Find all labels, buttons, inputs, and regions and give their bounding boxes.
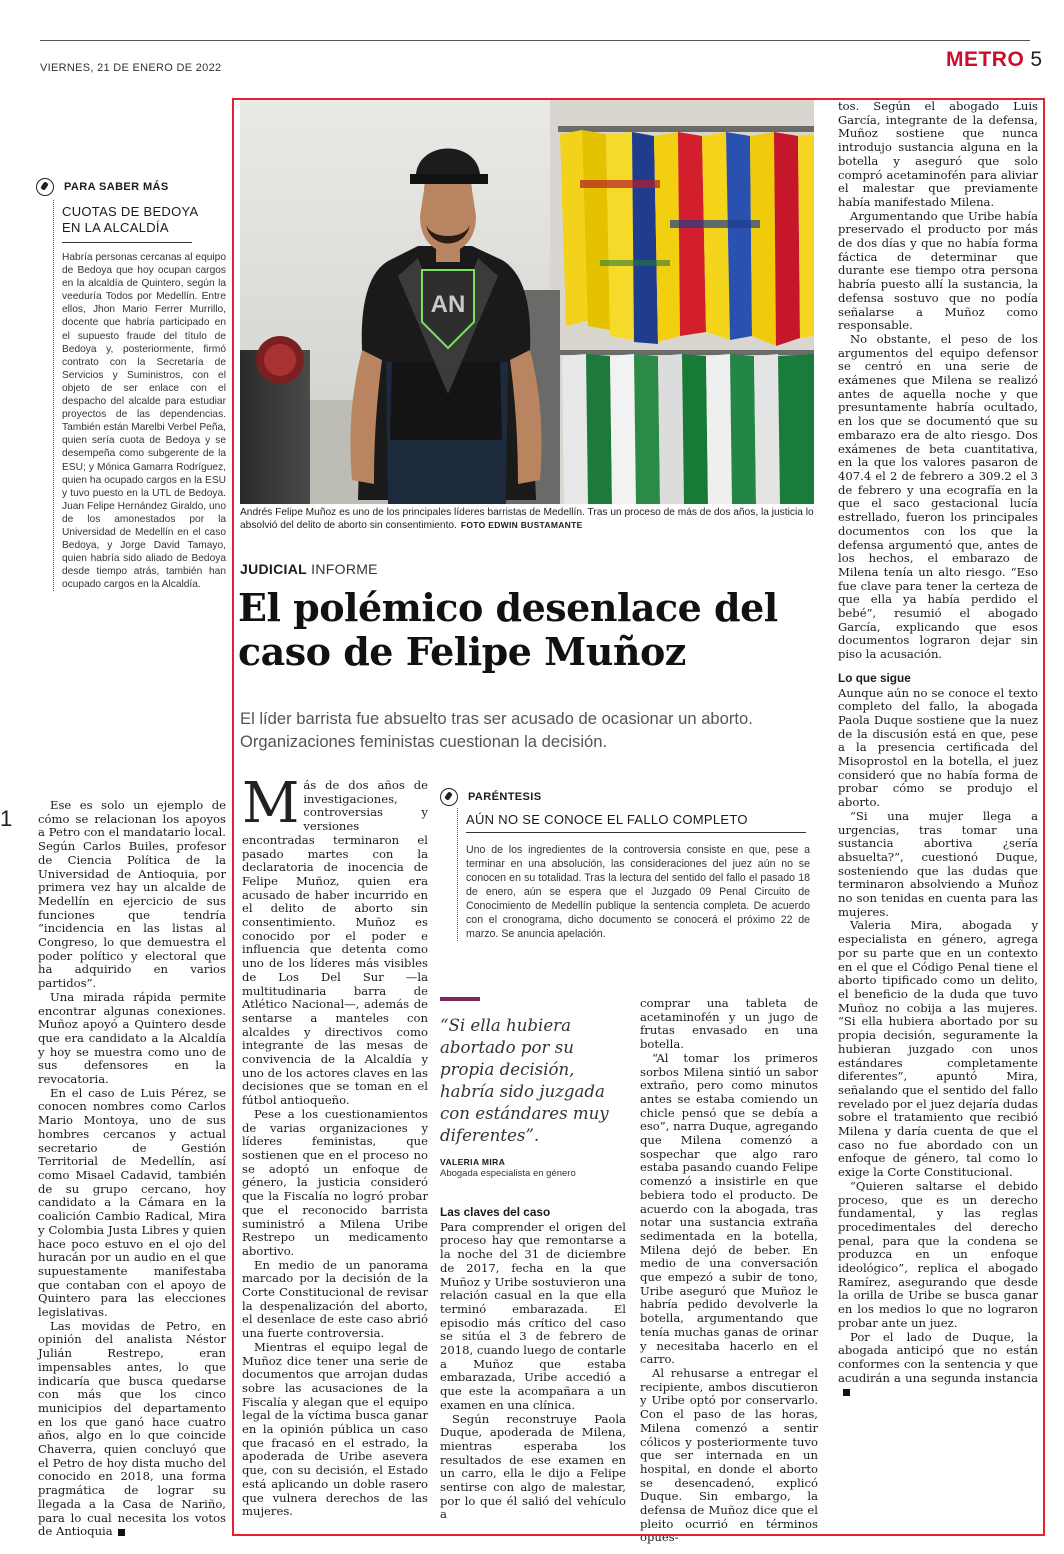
article-paragraph: Aunque aún no se conoce el texto completo del fallo, la abogada Paola Duque sostiene que la nuez de la discusión está en que, pese a la presencia certificada del Misoprostol en la botella, el juez consideró que no había forma de probar cómo se produjo el aborto. <box>838 685 1038 810</box>
sidebar-title-line-2: EN LA ALCALDÍA <box>62 220 169 235</box>
left-paragraph-text: Las movidas de Petro, en opinión del analista Néstor Julián Restrepo, eran impensables antes, lo que indicaría que busca quedarse con más que los cinco municipios del departamento en los que ganó hace cuatro años, algo en lo que coincide Chaverra, quien concluyó que el Petro de hoy dista mucho del conocido en 2018, una forma pragmática de lograr su llegada a la Casa de Nariño, para lo cual necesita los votos de Antioquia <box>38 1318 226 1539</box>
photo-caption <box>240 506 814 532</box>
shirt-logo: AN <box>430 291 466 318</box>
left-paragraph: Ese es solo un ejemplo de cómo se relacionan los apoyos a Petro con el mandatario local. Según Carlos Builes, profesor de Ciencia Política de la Universidad de Antioquia, por primera vez hay un alcalde de Medellín en ejercicio de sus funciones que tendría “incidencia en las listas al Congreso, lo que demuestra el poder político y electoral que ha adquirido en varios partidos”. <box>38 798 226 991</box>
article-paragraph: Pese a los cuestionamientos de varias organizaciones y líderes feministas, que sostienen que en el proceso no se adoptó un enfoque de género, la justicia consideró que la Fiscalía no logró probar que el reconocido barrista suministró a Milena Uribe Restrepo un medicamento abortivo. <box>242 1106 428 1258</box>
section-label <box>946 48 1042 72</box>
article-paragraph: No obstante, el peso de los argumentos del equipo defensor se centró en una serie de exámenes que Milena se realizó antes de aquella noche y que presuntamente habría ocultado, en los que se documentó que su embarazo era de alto riesgo. Dos exámenes de beta cuantitativa, en la que los valores pasaron de 407.4 el 2 de febrero a 309.2 el 3 de febrero y una ecografía en la que el saco gestacional lucía estrellado, fueron los principales documentos con los que la defensa argumentó que, antes de los hechos, el embarazo de Milena tenía un alto riesgo. “Eso fue clave para tener la certeza de que ella ya había perdido el bebé”, resumió el abogado García, explicando que esos documentos lograron dejar sin piso la acusación. <box>838 331 1038 662</box>
aside-kicker <box>440 788 814 806</box>
final-text: Por el lado de Duque, la abogada anticipó que no están conformes con la sentencia y que acudirán a una segunda instancia <box>838 1329 1038 1385</box>
quote-text: “Si ella hubiera abortado por su propia decisión, habría sido juzgada con estándares muy diferentes”. <box>440 1016 609 1145</box>
issue-date: VIERNES, 21 DE ENERO DE 2022 <box>40 62 222 74</box>
article-paragraph: “Quieren saltarse el debido proceso, que es un derecho fundamental, y las reglas procedimentales del derecho penal, para que la condena se produzca en un enfoque ideológico”, replica el abogado Ramírez, asegurando que desde la orilla de Uribe se busca ganar en los medios lo que no lograron probar ante un juez. <box>838 1178 1038 1330</box>
left-paragraph: Una mirada rápida permite encontrar algunas conexiones. Muñoz apoyó a Quintero desde que era candidato a la Alcaldía y hoy se muestra como uno de sus defensores en la revocatoria. <box>38 989 226 1087</box>
sidebar-title-line-1: CUOTAS DE BEDOYA <box>62 204 199 219</box>
photo-credit: FOTO EDWIN BUSTAMANTE <box>460 520 583 530</box>
kicker-bold: JUDICIAL <box>240 561 307 577</box>
article-column-1 <box>242 771 428 1519</box>
article-paragraph: Argumentando que Uribe había preservado el producto por más de dos días y que no había forma fáctica de determinar que durante ese tiempo otra persona habría puesto allí la sustancia, la defensa sostuvo que no podía señalarse a Muñoz como responsable. <box>838 208 1038 333</box>
sidebar-box <box>36 178 226 591</box>
left-column <box>38 799 226 1539</box>
pull-quote <box>440 997 626 1179</box>
sidebar-text: Habría personas cercanas al equipo de Bedoya que hoy ocupan cargos en la alcaldía de Quintero, según la veeduría Todos por Medellín. Entre ellos, Jhon Mario Ferrer Murrillo, docente que habría participado en el supuesto fraude del título de Bedoya y, posteriormente, firmó contrato con la Secretaría de Servicios y Suministros, con el objeto de ser enlace con el despacho del alcalde para estudiar proyectos de las dependencias. También están Marelbi Verbel Peña, quien sería cuota de Bedoya y se desempeña como subgerente de la ESU; y Mónica Gamarra Rodríguez, quien ha ocupado cargos en la ESU y tuvo puesto en la UTL de Bedoya. Juan Felipe Hernández Giraldo, uno de los amonestados por la Universidad de Medellín en el caso Bedoya, y Jorge David Tamayo, quien habría sido aliado de Bedoya desde tiempo atrás, también han ocupado cargos en la Alcaldía. <box>62 252 226 591</box>
margin-mark: 1 <box>0 806 13 831</box>
sidebar-rule <box>62 242 192 243</box>
article-column-4 <box>838 100 1038 1399</box>
subhead-claves: Las claves del caso <box>440 1205 551 1219</box>
section-name: METRO <box>945 48 1025 71</box>
sidebar-title <box>62 200 226 236</box>
header-rule <box>40 40 1030 41</box>
left-paragraph: En el caso de Luis Pérez, se conocen nombres como Carlos Mario Montoya, uno de sus hombres cercanos y actual secretario de Gestión Territorial de Medellín, así como Misael Cadavid, también de su grupo cercano, hoy candidato a la Cámara en la coalición Cambio Radical, Mira y Colombia Justa Libres y quien hace poco estuvo en el ojo del huracán por un audio en el que supuestamente manifestaba que contaban con el apoyo de Quintero para las elecciones legislativas. <box>38 1085 226 1320</box>
drop-cap: M <box>242 771 300 836</box>
article-paragraph: En medio de un panorama marcado por la decisión de la Corte Constitucional de revisar la despenalización del aborto, el desenlace de este caso abrió una fuerte controversia. <box>242 1257 428 1341</box>
article-paragraph: Para comprender el origen del proceso hay que remontarse a la noche del 31 de diciembre de 2017, fecha en la que Muñoz y Uribe sostuvieron una relación casual en la que ella terminó embarazada. El episodio más crítico del caso se sitúa el 3 de febrero de 2018, cuando luego de contarle a Muñoz que estaba embarazada, Uribe accedió a que este la acompañara a un examen en una clínica. <box>440 1219 627 1412</box>
quote-author: VALERIA MIRA <box>440 1157 506 1167</box>
pin-icon <box>440 788 458 806</box>
aside-text: Uno de los ingredientes de la controversia consiste en que, pese a terminar en una absolución, las consideraciones del juez aún no se conocen en su totalidad. Tras la lectura del sentido del fallo el pasado 18 de enero, aún se espera que el Juzgado 09 Penal Circuito de Conocimiento de Medellín publique la sentencia completa. De acuerdo con el cronograma, dicho documento se conocerá el próximo 22 de marzo. Se anuncia apelación. <box>466 844 810 940</box>
sidebar-kicker <box>36 178 226 196</box>
article-column-2 <box>440 1206 626 1522</box>
page-number: 5 <box>1030 48 1042 71</box>
sidebar-kicker-label: PARA SABER MÁS <box>64 181 169 193</box>
aside-rule <box>466 832 806 833</box>
left-paragraph-final <box>38 1320 226 1539</box>
article-column-3 <box>640 997 818 1545</box>
end-mark <box>118 1529 125 1536</box>
article-paragraph: comprar una tableta de acetaminofén y un jugo de frutas envasado en una botella. <box>640 996 818 1052</box>
aside-title: AÚN NO SE CONOCE EL FALLO COMPLETO <box>466 812 748 827</box>
article-paragraph-final <box>838 1331 1038 1400</box>
aside-kicker-label: PARÉNTESIS <box>468 791 542 803</box>
article-paragraph: “Si una mujer llega a urgencias, tras tomar una sustancia abortiva ¿sería absuelta?”, cuestionó Duque, sosteniendo que las dudas que terminaron absolviendo a Muñoz no son tenidas en cuenta para las mujeres. <box>838 808 1038 919</box>
article-paragraph: Valeria Mira, abogada y especialista en género, agrega por su parte que en un contexto en el que el Código Penal tiene el aborto tipificado como un delito, el beneficio de la duda que tuvo Muñoz no cobija a las mujeres. “Si ella hubiera abortado por su propia decisión, seguramente la hubieran juzgado con unos estándares completamente diferentes”, apuntó Mira, señalando que el sentido del fallo revelado por el juez dejaría dudas sobre el tratamiento que recibió Milena y daría cuenta de que el caso no fue abordado con un enfoque de género, tal como lo exige la Corte Constitucional. <box>838 918 1038 1180</box>
article-photo <box>240 100 814 504</box>
quote-bar <box>440 997 480 1001</box>
article-paragraph: “Al tomar los primeros sorbos Milena sintió un sabor extraño, pero como minutos antes se estaba comiendo un chicle pensó que se debía a eso”, narra Duque, agregando que Milena comenzó a sospechar que algo raro estaba pasando cuando Felipe comenzó a insistirle en que bebiera todo el producto. De acuerdo con la abogada, tras notar una sustancia extraña sedimentada en la botella, Milena dejó de beber. En medio de una conversación que empezó a subir de tono, Uribe aseguró que Muñoz le habría pedido devolverle la botella, argumentando que tenía muchas ganas de orinar y necesitaba hacerlo en el carro. <box>640 1050 818 1367</box>
aside-body <box>457 808 814 941</box>
subhead-sigue: Lo que sigue <box>838 670 911 685</box>
article-paragraph: Mientras el equipo legal de Muñoz dice tener una serie de documentos que arrojan dudas sobre las acusaciones de la Fiscalía y alegan que el equipo legal de la víctima busca ganar en la opinión pública un caso que fracasó en el estrado, la apoderada de Uribe asevera que, con su decisión, el Estado está aplicando un doble rasero que vulnera derechos de las mujeres. <box>242 1339 428 1519</box>
article-paragraph: Al rehusarse a entregar el recipiente, ambos discutieron y Uribe optó por conservarlo. Con el paso de las horas, Milena comenzó a sentir cólicos y posteriormente tuvo que ser internada en un hospital, en donde el aborto se desencadenó, explicó Duque. Sin embargo, la defensa de Muñoz dice que el pleito ocurrió en términos opues- <box>640 1365 818 1545</box>
headline: El polémico desenlace del caso de Felipe Muñoz <box>238 585 778 674</box>
deck: El líder barrista fue absuelto tras ser acusado de ocasionar un aborto. Organizaciones feministas cuestionan la decisión. <box>240 709 753 751</box>
lead-text: ás de dos años de investigaciones, controversias y versiones encontradas terminaron el pasado martes con la declaratoria de inocencia de Felipe Muñoz, quien era acusado de haber incurrido en el delito de aborto sin consentimiento. Muñoz es conocido por el poder e influencia que detenta como uno de los líderes más visibles de Los Del Sur —la multitudinaria barra de Atlético Nacional—, además de sentarse a manteles con alcaldes y directivos como integrante de las mesas de convivencia de la Alcaldía y uno de los actores claves en las decisiones que se toman en el fútbol antioqueño. <box>242 778 428 1108</box>
photo-illustration <box>240 100 814 504</box>
pin-icon <box>36 178 54 196</box>
article-paragraph: Según reconstruye Paola Duque, apoderada de Milena, mientras esperaba los resultados de ese examen en un carro, ella le dijo a Felipe sentirse con algo de malestar, por lo que él salió del vehículo a <box>440 1411 626 1522</box>
kicker-light: INFORME <box>311 561 378 577</box>
sidebar-body <box>53 200 226 591</box>
end-mark <box>843 1389 850 1396</box>
article-kicker <box>240 561 378 577</box>
aside-box <box>440 788 814 941</box>
quote-role: Abogada especialista en género <box>440 1168 576 1179</box>
article-paragraph: tos. Según el abogado Luis García, integrante de la defensa, Muñoz sostiene que nunca introdujo sustancia alguna en la botella y aseguró que solo compró acetaminofén para aliviar el malestar que previamente había manifestado Milena. <box>838 99 1038 209</box>
caption-text: Andrés Felipe Muñoz es uno de los principales líderes barristas de Medellín. Tras un proceso de más de dos años, la justicia lo absolvió del delito de aborto sin consentimiento. <box>240 507 814 531</box>
lead-paragraph <box>242 771 428 1108</box>
